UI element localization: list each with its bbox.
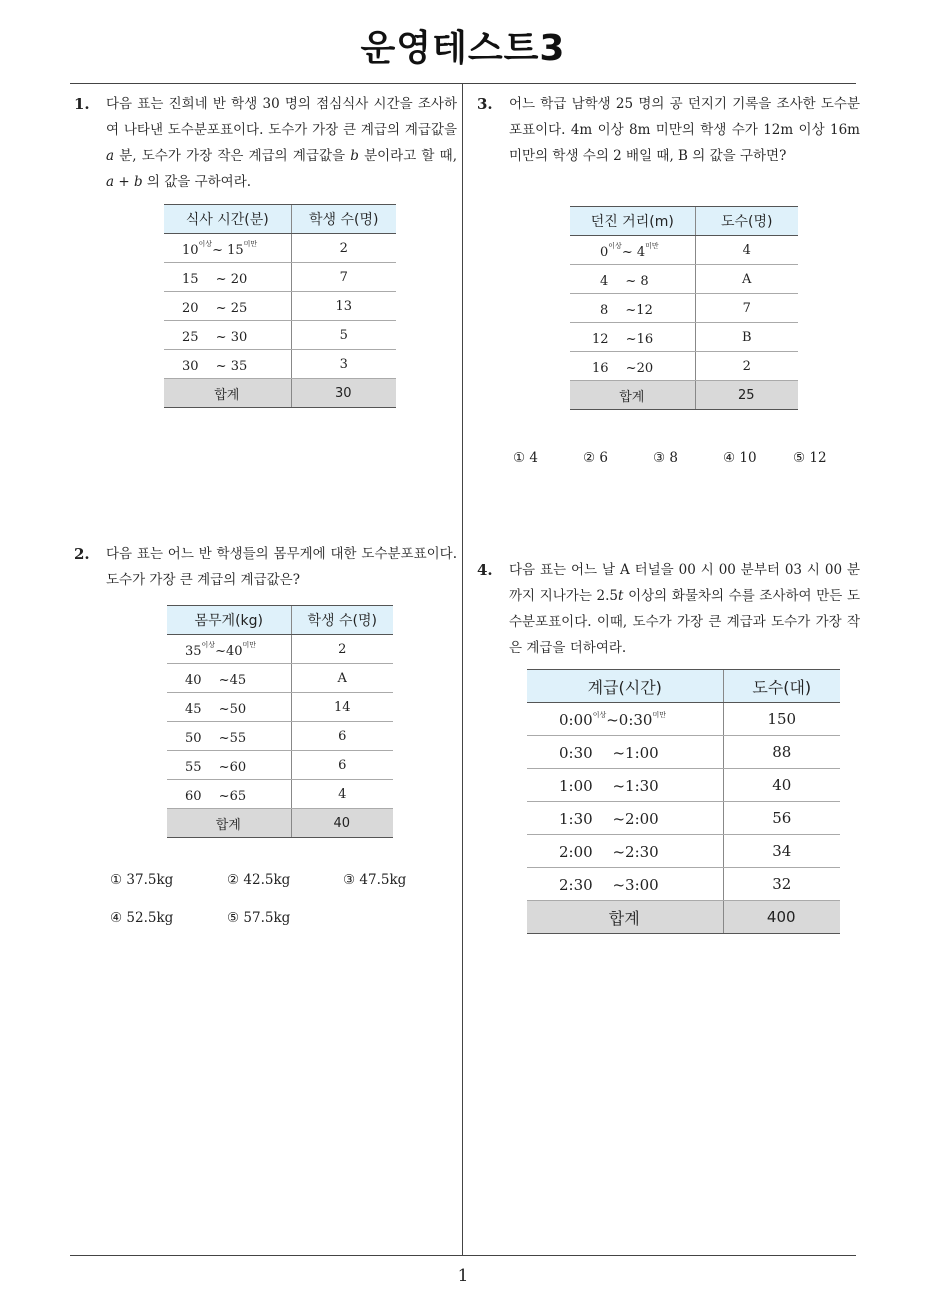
question-2: [74, 541, 457, 593]
table-header: 던진 거리(m): [570, 207, 695, 236]
question-text: 어느 학급 남학생 25 명의 공 던지기 기록을 조사한 도수분포표이다. 4m 이상 8m 미만의 학생 수가 12m 이상 16m 미만의 학생 수의 2 배일 때, B 의 값을 구하면?: [509, 96, 860, 164]
question-text: 다음 표는 어느 반 학생들의 몸무게에 대한 도수분포표이다. 도수가 가장 큰 계급의 계급값은?: [106, 546, 457, 588]
table-row: 15 ~ 20 7: [164, 263, 396, 292]
table-header: 도수(대): [723, 670, 840, 703]
choice-2[interactable]: ② 42.5kg: [227, 872, 291, 888]
bottom-rule: [70, 1255, 856, 1256]
choice-4[interactable]: ④ 10: [723, 450, 757, 466]
table-row: 12 ~16 B: [570, 323, 798, 352]
frequency-table-2: [167, 605, 393, 838]
frequency-table-1: [164, 204, 396, 408]
choice-1[interactable]: ① 4: [513, 450, 538, 466]
table-row: 20 ~ 25 13: [164, 292, 396, 321]
table-row: 2:30 ~3:00 32: [527, 868, 840, 901]
choice-5[interactable]: ⑤ 57.5kg: [227, 910, 291, 926]
table-row: 60 ~65 4: [167, 780, 393, 809]
table-row: 30 ~ 35 3: [164, 350, 396, 379]
choice-3[interactable]: ③ 8: [653, 450, 678, 466]
table-header: 식사 시간(분): [164, 205, 291, 234]
choice-1[interactable]: ① 37.5kg: [110, 872, 174, 888]
table-row: 4 ~ 8 A: [570, 265, 798, 294]
table-row: 8 ~12 7: [570, 294, 798, 323]
question-4: [477, 557, 860, 661]
table-row: 16 ~20 2: [570, 352, 798, 381]
table-row: 1:30 ~2:00 56: [527, 802, 840, 835]
table-row: 45 ~50 14: [167, 693, 393, 722]
question-number: 1.: [74, 95, 90, 113]
table-row: 1:00 ~1:30 40: [527, 769, 840, 802]
table-row: $10^{이상}\sim$ $15^{미만}$ 2: [164, 234, 396, 263]
table-row: 50 ~55 6: [167, 722, 393, 751]
column-divider: [462, 84, 463, 1256]
table-total-row: 합계 40: [167, 809, 393, 838]
top-rule: [70, 83, 856, 84]
choice-5[interactable]: ⑤ 12: [793, 450, 827, 466]
table-header: 계급(시간): [527, 670, 723, 703]
question-number: 3.: [477, 95, 493, 113]
table-row: $35^{이상}\sim 40^{미만}$ 2: [167, 635, 393, 664]
page-title: 운영테스트3: [360, 28, 566, 69]
frequency-table-3: [570, 206, 798, 410]
table-header: 몸무게(kg): [167, 606, 291, 635]
table-row: 0:30 ~1:00 88: [527, 736, 840, 769]
question-number: 2.: [74, 545, 90, 563]
table-row: $0:00^{이상}\sim 0:30^{미만}$ 150: [527, 703, 840, 736]
table-header: 도수(명): [695, 207, 798, 236]
question-1: [74, 91, 457, 195]
question-text: 다음 표는 어느 날 A 터널을 00 시 00 분부터 03 시 00 분까지 지나가는 2.5t 이상의 화물차의 수를 조사하여 만든 도수분포표이다. 이때, 도수가 가장 큰 계급과 도수가 가장 작은 계급을 더하여라.: [509, 562, 860, 656]
question-text: 다음 표는 진희네 반 학생 30 명의 점심식사 시간을 조사하여 나타낸 도수분포표이다. 도수가 가장 큰 계급의 계급값을 a 분, 도수가 가장 작은 계급의 계급값을 b 분이라고 할 때, a + b 의 값을 구하여라.: [106, 96, 457, 190]
choice-4[interactable]: ④ 52.5kg: [110, 910, 174, 926]
table-header: 학생 수(명): [291, 606, 393, 635]
choice-3[interactable]: ③ 47.5kg: [343, 872, 407, 888]
question-3: [477, 91, 860, 169]
table-row: 40 ~45 A: [167, 664, 393, 693]
table-total-row: 합계 25: [570, 381, 798, 410]
table-row: 55 ~60 6: [167, 751, 393, 780]
page-number: 1: [457, 1266, 469, 1286]
table-total-row: 합계 30: [164, 379, 396, 408]
table-row: 25 ~ 30 5: [164, 321, 396, 350]
table-total-row: 합계 400: [527, 901, 840, 934]
table-header: 학생 수(명): [291, 205, 396, 234]
choice-2[interactable]: ② 6: [583, 450, 608, 466]
question-number: 4.: [477, 561, 493, 579]
frequency-table-4: [527, 669, 840, 934]
table-row: 2:00 ~2:30 34: [527, 835, 840, 868]
table-row: $0^{이상}\sim$ $4^{미만}$ 4: [570, 236, 798, 265]
